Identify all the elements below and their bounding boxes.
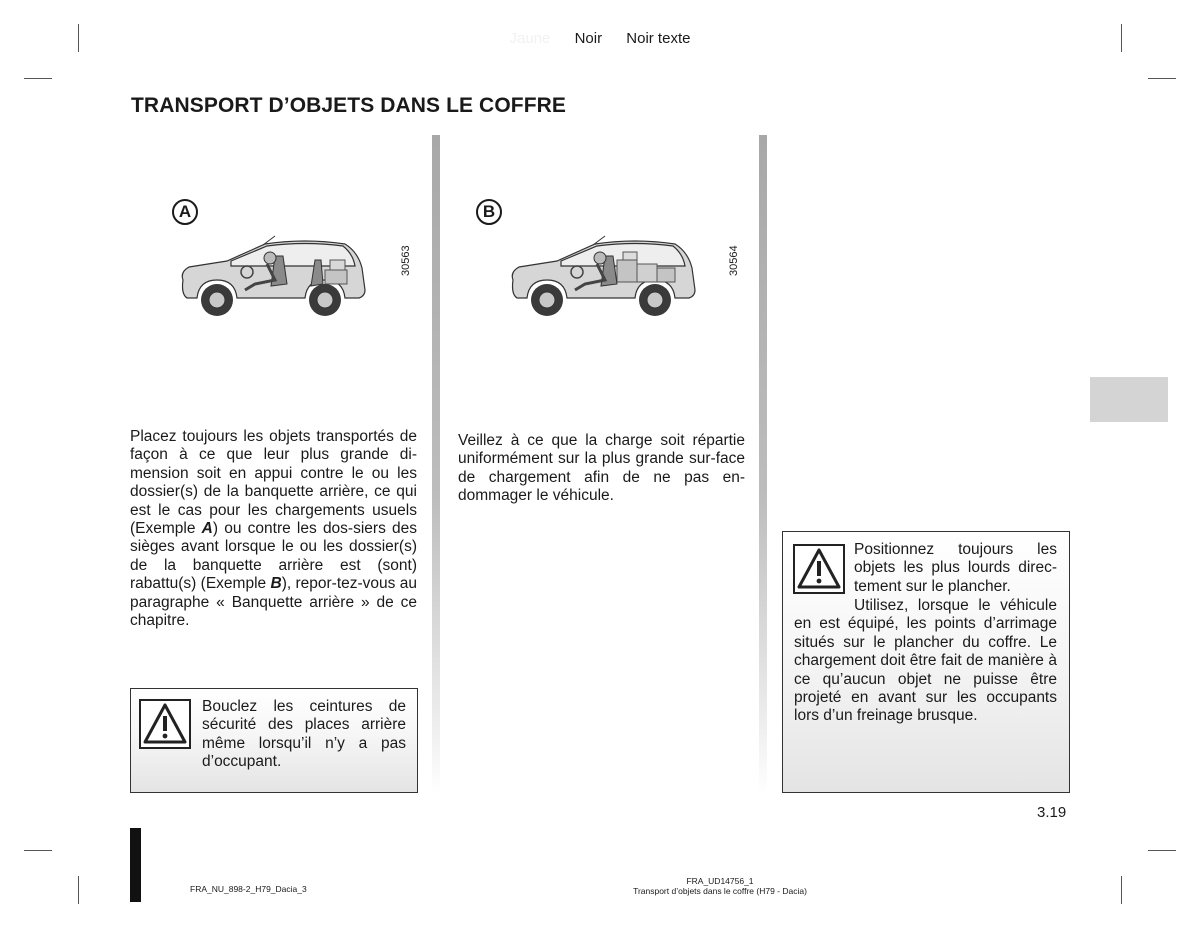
crop-mark [78, 876, 79, 904]
crop-mark [1148, 78, 1176, 79]
color-label-noir-texte: Noir texte [626, 30, 691, 47]
color-label-jaune: Jaune [509, 30, 551, 47]
footer-bar [130, 828, 141, 902]
text-part-2: ) ou contre les dos-siers des sièges avant lorsque le ou les dossier(s) de la banquette arrière est (sont) rabattu(s) (Exemple [130, 520, 417, 593]
rear-wheel-hub [317, 292, 333, 308]
crop-mark [1121, 876, 1122, 904]
cargo-box [657, 268, 675, 282]
color-label-noir: Noir [574, 30, 603, 47]
chapter-tab [1090, 377, 1168, 422]
column-divider [432, 135, 440, 795]
crop-mark [24, 850, 52, 851]
heavy-objects-warning-body: Utilisez, lorsque le véhicule en est équipé, les points d’arrimage situés sur le plancher du coffre. Le chargement doit être fait de manière à ce qu’aucun objet ne puisse être projeté en avant sur les occupants lors d’un freinage brusque. [794, 597, 1057, 725]
loading-instructions-text [130, 428, 417, 630]
heavy-objects-warning-box [782, 531, 1070, 793]
cargo-box [617, 260, 637, 282]
cargo-box [637, 264, 657, 282]
figure-a-ref: 30563 [400, 245, 412, 276]
front-wheel-hub [539, 292, 555, 308]
footer-section-title: Transport d’objets dans le coffre (H79 - Dacia) [633, 886, 807, 896]
example-a-ref: A [201, 520, 213, 538]
driver-head [594, 252, 606, 264]
car-illustration-a [175, 234, 370, 320]
print-color-header [0, 30, 1200, 47]
seatbelt-warning-text: Bouclez les ceintures de sécurité des places arrière même lorsqu’il n’y a pas d’occupant. [202, 698, 406, 771]
cargo-box [325, 270, 347, 284]
warning-triangle-icon [139, 699, 191, 749]
cargo-box [623, 252, 637, 260]
cargo-box [330, 260, 345, 270]
text-part-1: Placez toujours les objets transportés de façon à ce que leur plus grande di-mension soit en appui contre le ou les dossier(s) de la banquette arrière, ce qui est le cas pour les chargements usuels (Exemple [130, 428, 417, 538]
seatbelt-warning-box [130, 688, 418, 793]
car-illustration-b [505, 234, 700, 320]
example-b-ref: B [270, 575, 282, 593]
warning-triangle-icon [793, 544, 845, 594]
load-distribution-text: Veillez à ce que la charge soit répartie uniformément sur la plus grande sur-face de chargement afin de ne pas en-dommager le véhicule. [458, 432, 745, 505]
front-wheel-hub [209, 292, 225, 308]
crop-mark [24, 78, 52, 79]
rear-wheel-hub [647, 292, 663, 308]
figure-b-letter: B [476, 199, 502, 225]
figure-b-ref: 30564 [728, 245, 740, 276]
heavy-objects-warning-head: Positionnez toujours les objets les plus lourds direc-tement sur le plancher. [854, 541, 1057, 595]
figure-a-letter: A [172, 199, 198, 225]
column-divider [759, 135, 767, 795]
page-number: 3.19 [1037, 804, 1067, 821]
footer-section-code: FRA_UD14756_1 [686, 876, 754, 886]
page-title: TRANSPORT D’OBJETS DANS LE COFFRE [131, 94, 566, 117]
crop-mark [1148, 850, 1176, 851]
text-part-3: ), repor-tez-vous au paragraphe « Banquette arrière » de ce chapitre. [130, 575, 417, 630]
driver-head [264, 252, 276, 264]
footer-section-info [560, 876, 880, 896]
footer-doc-code: FRA_NU_898-2_H79_Dacia_3 [190, 884, 307, 894]
